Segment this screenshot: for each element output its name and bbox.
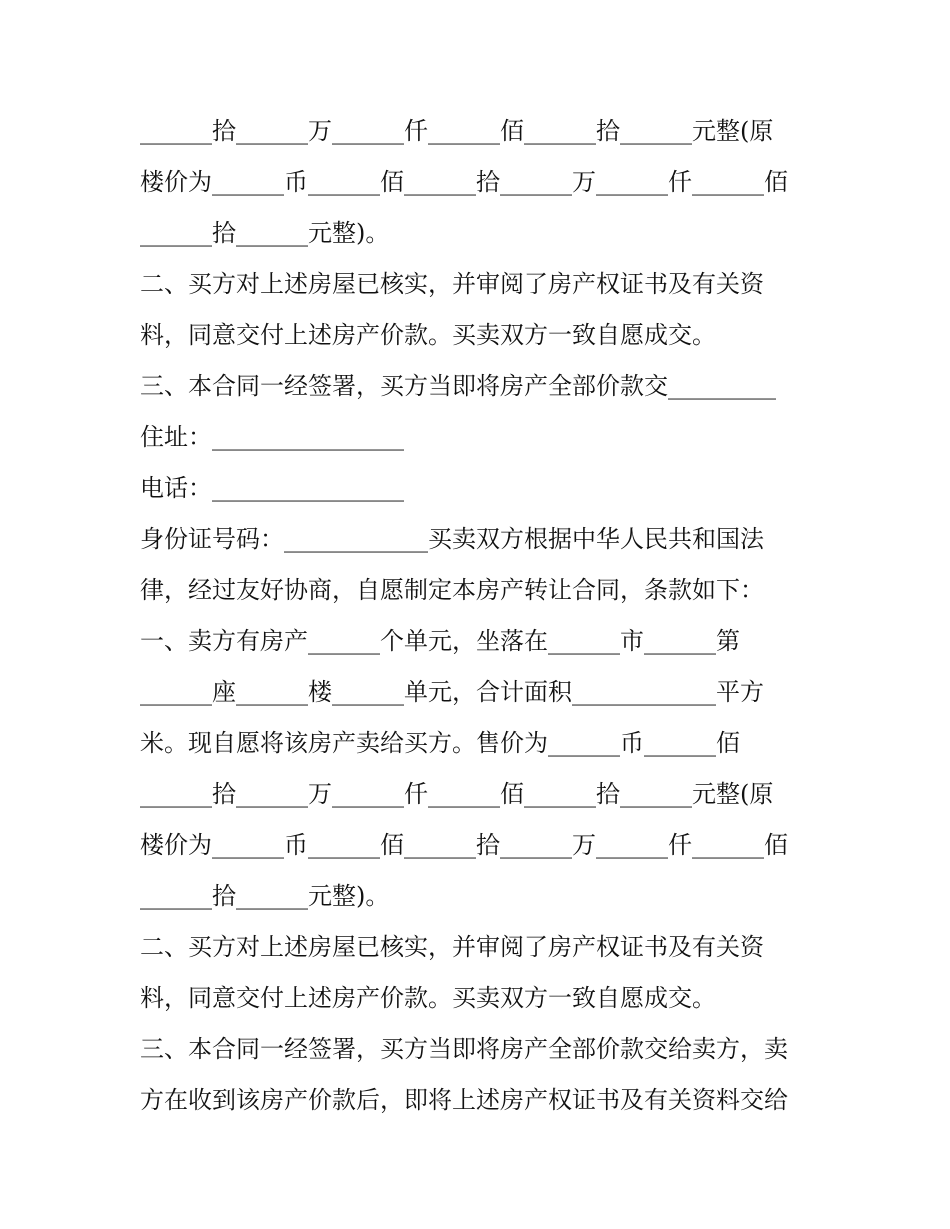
id-number-field-line: 身份证号码：____________买卖双方根据中华人民共和国法 (140, 525, 764, 553)
text-line: 方在收到该房产价款后，即将上述房产权证书及有关资料交给 (140, 1086, 788, 1114)
text-line: 律，经过友好协商，自愿制定本房产转让合同，条款如下： (140, 576, 764, 604)
text-line: 楼价为______币______佰______拾______万______仟______佰 (140, 831, 788, 859)
text-line: 料，同意交付上述房产价款。买卖双方一致自愿成交。 (140, 984, 716, 1012)
text-line: ______座______楼______单元，合计面积____________平方 (140, 678, 764, 706)
text-line: 米。现自愿将该房产卖给买方。售价为______币______佰 (140, 729, 740, 757)
text-line: 三、本合同一经签署，买方当即将房产全部价款交给卖方，卖 (140, 1035, 788, 1063)
text-line: ______拾______元整)。 (140, 882, 390, 910)
text-line: ______拾______万______仟______佰______拾______元整(原 (140, 780, 774, 808)
text-line: 料，同意交付上述房产价款。买卖双方一致自愿成交。 (140, 321, 716, 349)
text-line: ______拾______元整)。 (140, 219, 390, 247)
text-line: 楼价为______币______佰______拾______万______仟______佰 (140, 168, 788, 196)
text-line: 二、买方对上述房屋已核实，并审阅了房产权证书及有关资 (140, 270, 764, 298)
text-line: ______拾______万______仟______佰______拾______元整(原 (140, 117, 774, 145)
phone-field-line: 电话：________________ (140, 474, 404, 502)
text-line: 三、本合同一经签署，买方当即将房产全部价款交_________ (140, 372, 776, 400)
text-line: 一、卖方有房产______个单元，坐落在______市______第 (140, 627, 740, 655)
text-line: 二、买方对上述房屋已核实，并审阅了房产权证书及有关资 (140, 933, 764, 961)
contract-text-body (140, 106, 830, 1126)
address-field-line: 住址：________________ (140, 423, 404, 451)
